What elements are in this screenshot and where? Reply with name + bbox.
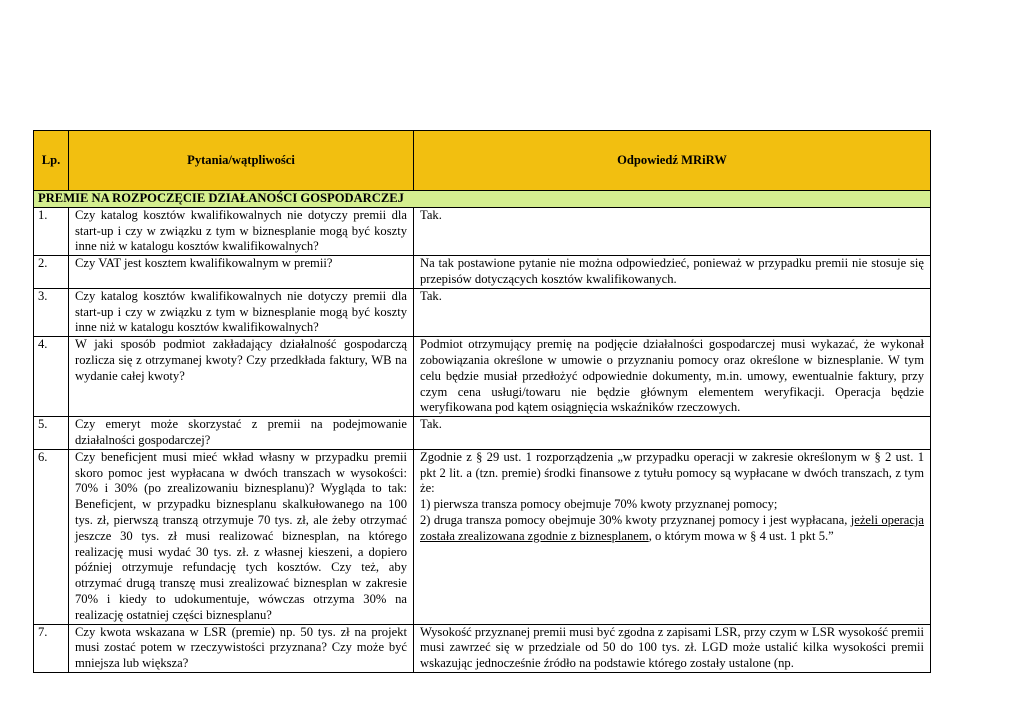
answer-cell: Tak. [414,207,931,255]
answer-underlined-text: jeżeli operacja została zrealizowana zgodnie z biznesplanem [420,512,925,543]
row-number: 2. [34,256,69,289]
question-cell: Czy beneficjent musi mieć wkład własny w przypadku premii skoro pomoc jest wypłacana w dwóch transzach w wysokości: 70% i 30% (po zrealizowaniu biznesplanu)? Wygląda to tak: Beneficjent, w przypadku biznesplanu skalkułowanego na 100 tys. zł, pierwszą transzą otrzymuje 70 tys. zł, ale żeby otrzymać jeszcze 30 tys. zł musi realizować biznesplan, na którego realizację musi wydać 30 tys. zł. z własnej kieszeni, a dopiero później otrzymuje refundację tych kosztów. Czy też, aby otrzymać drugą transzę musi zrealizować biznesplan w zakresie 70% i kiedy to udokumentuje, wówczas otrzyma 30% na realizację ostatniej części biznesplanu? [69,449,414,624]
table-row [34,256,931,289]
answer-text: , o którym mowa w § 4 ust. 1 pkt 5.” [648,528,834,543]
answer-cell: Podmiot otrzymujący premię na podjęcie działalności gospodarczej musi wykazać, że wykonał zobowiązania określone w umowie o przyznaniu pomocy oraz określone w biznesplanie. W tym celu będzie musiał przedłożyć odpowiednie dokumenty, m.in. umowy, ewentualnie faktury, przy czym cena usługi/towaru nie będzie głównym elementem weryfikacji. Operacja będzie weryfikowana pod kątem osiągnięcia wskaźników rzeczowych. [414,337,931,417]
header-lp: Lp. [34,131,69,191]
answer-paragraph [420,513,924,545]
table-row [34,449,931,624]
answer-cell: Tak. [414,417,931,450]
question-cell: Czy VAT jest kosztem kwalifikowalnym w premii? [69,256,414,289]
row-number: 6. [34,449,69,624]
answer-text: 2) druga transza pomocy obejmuje 30% kwoty przyznanej pomocy i jest wypłacana, [420,512,851,527]
table-row [34,337,931,417]
row-number: 3. [34,288,69,336]
table-row [34,288,931,336]
row-number: 4. [34,337,69,417]
answer-paragraph: Zgodnie z § 29 ust. 1 rozporządzenia „w przypadku operacji w zakresie określonym w § 2 ust. 1 pkt 2 lit. a (tzn. premie) środki finansowe z tytułu pomocy są wypłacane w dwóch transzach, z tym że: [420,449,924,496]
answer-cell: Tak. [414,288,931,336]
table-row [34,624,931,672]
table-row [34,207,931,255]
row-number: 7. [34,624,69,672]
answer-cell: Na tak postawione pytanie nie można odpowiedzieć, ponieważ w przypadku premii nie stosuje się przepisów dotyczących kosztów kwalifikowanych. [414,256,931,289]
header-row [34,131,931,191]
answer-paragraph: 1) pierwsza transza pomocy obejmuje 70% kwoty przyznanej pomocy; [420,497,778,512]
question-cell: Czy katalog kosztów kwalifikowalnych nie dotyczy premii dla start-up i czy w związku z tym w biznesplanie mogą być koszty inne niż w katalogu kosztów kwalifikowalnych? [69,207,414,255]
row-number: 5. [34,417,69,450]
section-title: PREMIE NA ROZPOCZĘCIE DZIAŁANOŚCI GOSPODARCZEJ [34,191,931,208]
answer-cell: Wysokość przyznanej premii musi być zgodna z zapisami LSR, przy czym w LSR wysokość premii musi zawrzeć się w przedziale od 50 do 100 tys. zł. LGD może ustalić kilka wysokości premii wskazując jednocześnie źródło na podstawie którego zostały ustalone (np. [414,624,931,672]
answer-cell [414,449,931,624]
question-cell: Czy emeryt może skorzystać z premii na podejmowanie działalności gospodarczej? [69,417,414,450]
section-row [34,191,931,208]
qa-table [33,130,931,673]
question-cell: W jaki sposób podmiot zakładający działalność gospodarczą rozlicza się z otrzymanej kwoty? Czy przedkłada faktury, WB na wydanie całej kwoty? [69,337,414,417]
header-answer: Odpowiedź MRiRW [414,131,931,191]
header-question: Pytania/wątpliwości [69,131,414,191]
question-cell: Czy kwota wskazana w LSR (premie) np. 50 tys. zł na projekt musi zostać potem w rzeczywistości przyznana? Czy może być mniejsza lub większa? [69,624,414,672]
table-row [34,417,931,450]
row-number: 1. [34,207,69,255]
question-cell: Czy katalog kosztów kwalifikowalnych nie dotyczy premii dla start-up i czy w związku z tym w biznesplanie mogą być koszty inne niż w katalogu kosztów kwalifikowalnych? [69,288,414,336]
